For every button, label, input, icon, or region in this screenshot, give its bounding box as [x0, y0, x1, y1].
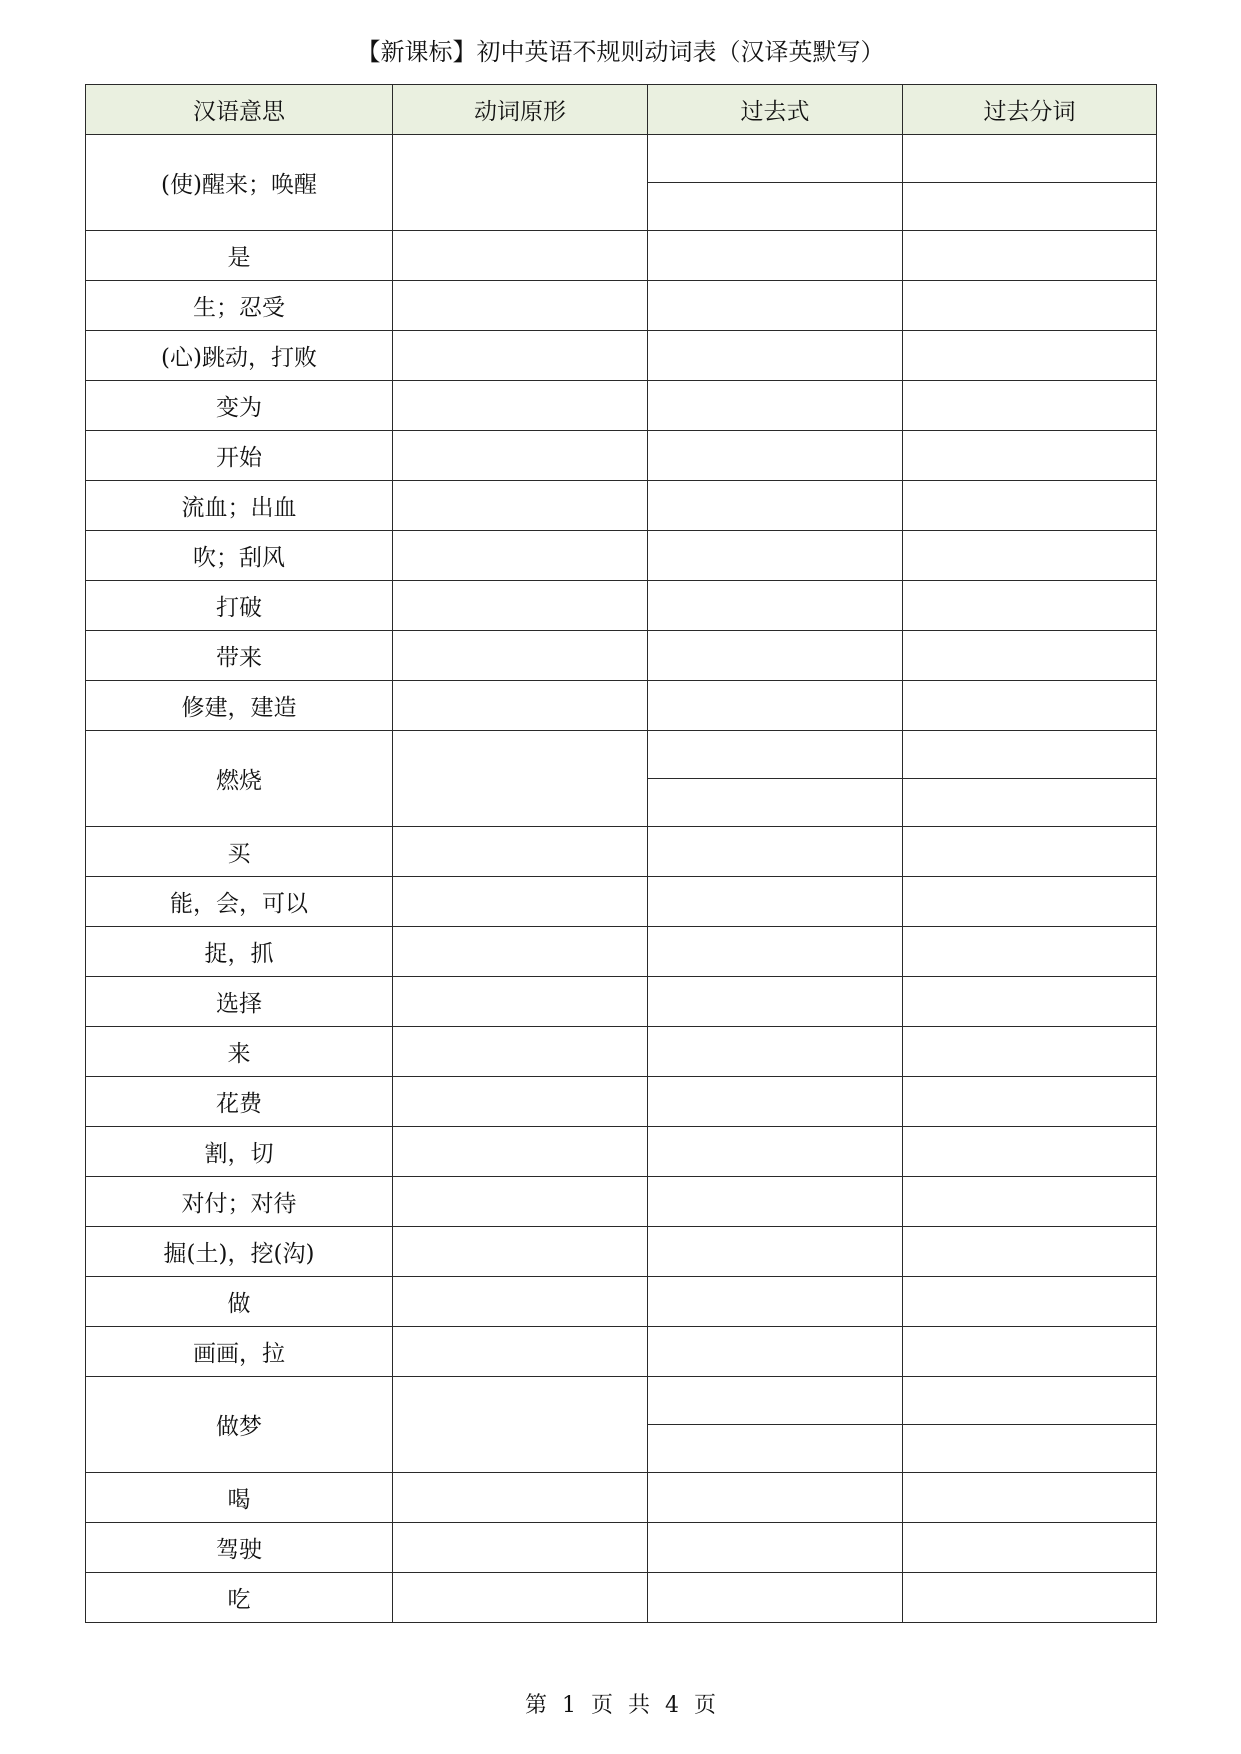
past-tense-blank[interactable] — [648, 1523, 903, 1573]
base-form-blank[interactable] — [393, 681, 648, 731]
past-tense-blank[interactable] — [648, 581, 903, 631]
past-participle-blank[interactable] — [903, 481, 1157, 531]
past-participle-blank[interactable] — [903, 331, 1157, 381]
table-row — [86, 1573, 1157, 1623]
page-title: 【新课标】初中英语不规则动词表（汉译英默写） — [356, 38, 885, 66]
past-tense-blank[interactable] — [648, 731, 903, 779]
meaning-cell: 流血；出血 — [86, 481, 393, 531]
base-form-blank[interactable] — [393, 431, 648, 481]
table-row — [86, 977, 1157, 1027]
base-form-blank[interactable] — [393, 927, 648, 977]
past-participle-blank[interactable] — [903, 1127, 1157, 1177]
table-row — [86, 1473, 1157, 1523]
past-tense-blank[interactable] — [648, 481, 903, 531]
table-row — [86, 631, 1157, 681]
meaning-cell: 能，会，可以 — [86, 877, 393, 927]
past-tense-blank[interactable] — [648, 231, 903, 281]
past-tense-blank[interactable] — [648, 927, 903, 977]
past-tense-blank[interactable] — [648, 681, 903, 731]
past-tense-blank[interactable] — [648, 135, 903, 183]
past-tense-blank[interactable] — [648, 431, 903, 481]
meaning-cell: 画画，拉 — [86, 1327, 393, 1377]
past-tense-blank[interactable] — [648, 531, 903, 581]
table-row — [86, 481, 1157, 531]
past-participle-blank[interactable] — [903, 581, 1157, 631]
past-participle-blank[interactable] — [903, 431, 1157, 481]
meaning-cell: 带来 — [86, 631, 393, 681]
base-form-blank[interactable] — [393, 1473, 648, 1523]
past-participle-blank[interactable] — [903, 877, 1157, 927]
past-tense-blank[interactable] — [648, 1177, 903, 1227]
meaning-cell: 燃烧 — [86, 731, 393, 827]
table-row — [86, 581, 1157, 631]
past-tense-blank[interactable] — [648, 281, 903, 331]
meaning-cell: 做 — [86, 1277, 393, 1327]
past-participle-blank[interactable] — [903, 1027, 1157, 1077]
table-row — [86, 681, 1157, 731]
past-participle-blank[interactable] — [903, 1277, 1157, 1327]
header-base-form: 动词原形 — [393, 85, 648, 135]
base-form-blank[interactable] — [393, 231, 648, 281]
past-participle-alt-blank[interactable] — [903, 183, 1157, 231]
header-past-tense: 过去式 — [648, 85, 903, 135]
base-form-blank[interactable] — [393, 331, 648, 381]
base-form-blank[interactable] — [393, 1027, 648, 1077]
verb-table — [85, 84, 1157, 1623]
past-participle-blank[interactable] — [903, 1177, 1157, 1227]
meaning-cell: 割，切 — [86, 1127, 393, 1177]
base-form-blank[interactable] — [393, 1277, 648, 1327]
past-tense-blank[interactable] — [648, 631, 903, 681]
past-tense-blank[interactable] — [648, 1027, 903, 1077]
table-row — [86, 1327, 1157, 1377]
meaning-cell: (心)跳动，打败 — [86, 331, 393, 381]
table-row — [86, 1377, 1157, 1425]
table-row — [86, 1177, 1157, 1227]
meaning-cell: 捉，抓 — [86, 927, 393, 977]
meaning-cell: 吹；刮风 — [86, 531, 393, 581]
past-participle-blank[interactable] — [903, 135, 1157, 183]
table-row — [86, 877, 1157, 927]
base-form-blank[interactable] — [393, 1573, 648, 1623]
base-form-blank[interactable] — [393, 827, 648, 877]
base-form-blank[interactable] — [393, 1327, 648, 1377]
meaning-cell: 花费 — [86, 1077, 393, 1127]
table-body — [86, 135, 1157, 1623]
table-row — [86, 431, 1157, 481]
past-participle-blank[interactable] — [903, 1473, 1157, 1523]
base-form-blank[interactable] — [393, 977, 648, 1027]
meaning-cell: (使)醒来；唤醒 — [86, 135, 393, 231]
past-participle-blank[interactable] — [903, 681, 1157, 731]
past-tense-blank[interactable] — [648, 1473, 903, 1523]
table-row — [86, 1027, 1157, 1077]
table-row — [86, 827, 1157, 877]
past-participle-blank[interactable] — [903, 827, 1157, 877]
table-row — [86, 135, 1157, 183]
meaning-cell: 生；忍受 — [86, 281, 393, 331]
past-tense-blank[interactable] — [648, 1327, 903, 1377]
past-participle-blank[interactable] — [903, 1377, 1157, 1425]
past-tense-alt-blank[interactable] — [648, 1425, 903, 1473]
table-row — [86, 731, 1157, 779]
table-row — [86, 531, 1157, 581]
past-tense-blank[interactable] — [648, 331, 903, 381]
past-tense-blank[interactable] — [648, 1077, 903, 1127]
page-footer: 第 1 页 共 4 页 — [525, 1693, 716, 1718]
past-participle-blank[interactable] — [903, 1227, 1157, 1277]
base-form-blank[interactable] — [393, 1077, 648, 1127]
past-tense-blank[interactable] — [648, 1277, 903, 1327]
table-row — [86, 1523, 1157, 1573]
base-form-blank[interactable] — [393, 531, 648, 581]
meaning-cell: 对付；对待 — [86, 1177, 393, 1227]
base-form-blank[interactable] — [393, 1177, 648, 1227]
table-row — [86, 231, 1157, 281]
past-participle-alt-blank[interactable] — [903, 779, 1157, 827]
header-meaning: 汉语意思 — [86, 85, 393, 135]
past-participle-blank[interactable] — [903, 1077, 1157, 1127]
table-row — [86, 1077, 1157, 1127]
past-tense-alt-blank[interactable] — [648, 779, 903, 827]
base-form-blank[interactable] — [393, 281, 648, 331]
meaning-cell: 选择 — [86, 977, 393, 1027]
past-participle-blank[interactable] — [903, 977, 1157, 1027]
meaning-cell: 打破 — [86, 581, 393, 631]
past-participle-blank[interactable] — [903, 927, 1157, 977]
meaning-cell: 驾驶 — [86, 1523, 393, 1573]
past-tense-blank[interactable] — [648, 827, 903, 877]
meaning-cell: 吃 — [86, 1573, 393, 1623]
table-row — [86, 281, 1157, 331]
past-participle-blank[interactable] — [903, 381, 1157, 431]
base-form-blank[interactable] — [393, 1127, 648, 1177]
past-participle-blank[interactable] — [903, 1523, 1157, 1573]
table-row — [86, 1277, 1157, 1327]
table-row — [86, 1127, 1157, 1177]
past-tense-blank[interactable] — [648, 1573, 903, 1623]
base-form-blank[interactable] — [393, 135, 648, 231]
base-form-blank[interactable] — [393, 1227, 648, 1277]
base-form-blank[interactable] — [393, 1523, 648, 1573]
base-form-blank[interactable] — [393, 581, 648, 631]
past-participle-blank[interactable] — [903, 231, 1157, 281]
table-row — [86, 381, 1157, 431]
past-tense-blank[interactable] — [648, 381, 903, 431]
meaning-cell: 变为 — [86, 381, 393, 431]
base-form-blank[interactable] — [393, 481, 648, 531]
meaning-cell: 来 — [86, 1027, 393, 1077]
past-participle-alt-blank[interactable] — [903, 1425, 1157, 1473]
past-participle-blank[interactable] — [903, 531, 1157, 581]
base-form-blank[interactable] — [393, 1377, 648, 1473]
table-row — [86, 927, 1157, 977]
base-form-blank[interactable] — [393, 381, 648, 431]
meaning-cell: 掘(土)，挖(沟) — [86, 1227, 393, 1277]
past-participle-blank[interactable] — [903, 1573, 1157, 1623]
base-form-blank[interactable] — [393, 731, 648, 827]
past-tense-blank[interactable] — [648, 1227, 903, 1277]
past-tense-blank[interactable] — [648, 877, 903, 927]
past-tense-blank[interactable] — [648, 1127, 903, 1177]
past-tense-alt-blank[interactable] — [648, 183, 903, 231]
past-participle-blank[interactable] — [903, 731, 1157, 779]
table-row — [86, 1227, 1157, 1277]
past-tense-blank[interactable] — [648, 977, 903, 1027]
meaning-cell: 开始 — [86, 431, 393, 481]
meaning-cell: 做梦 — [86, 1377, 393, 1473]
past-participle-blank[interactable] — [903, 1327, 1157, 1377]
meaning-cell: 修建，建造 — [86, 681, 393, 731]
base-form-blank[interactable] — [393, 877, 648, 927]
table-row — [86, 331, 1157, 381]
base-form-blank[interactable] — [393, 631, 648, 681]
past-tense-blank[interactable] — [648, 1377, 903, 1425]
meaning-cell: 是 — [86, 231, 393, 281]
table-header-row — [86, 85, 1157, 135]
meaning-cell: 买 — [86, 827, 393, 877]
meaning-cell: 喝 — [86, 1473, 393, 1523]
header-past-participle: 过去分词 — [903, 85, 1157, 135]
past-participle-blank[interactable] — [903, 631, 1157, 681]
past-participle-blank[interactable] — [903, 281, 1157, 331]
